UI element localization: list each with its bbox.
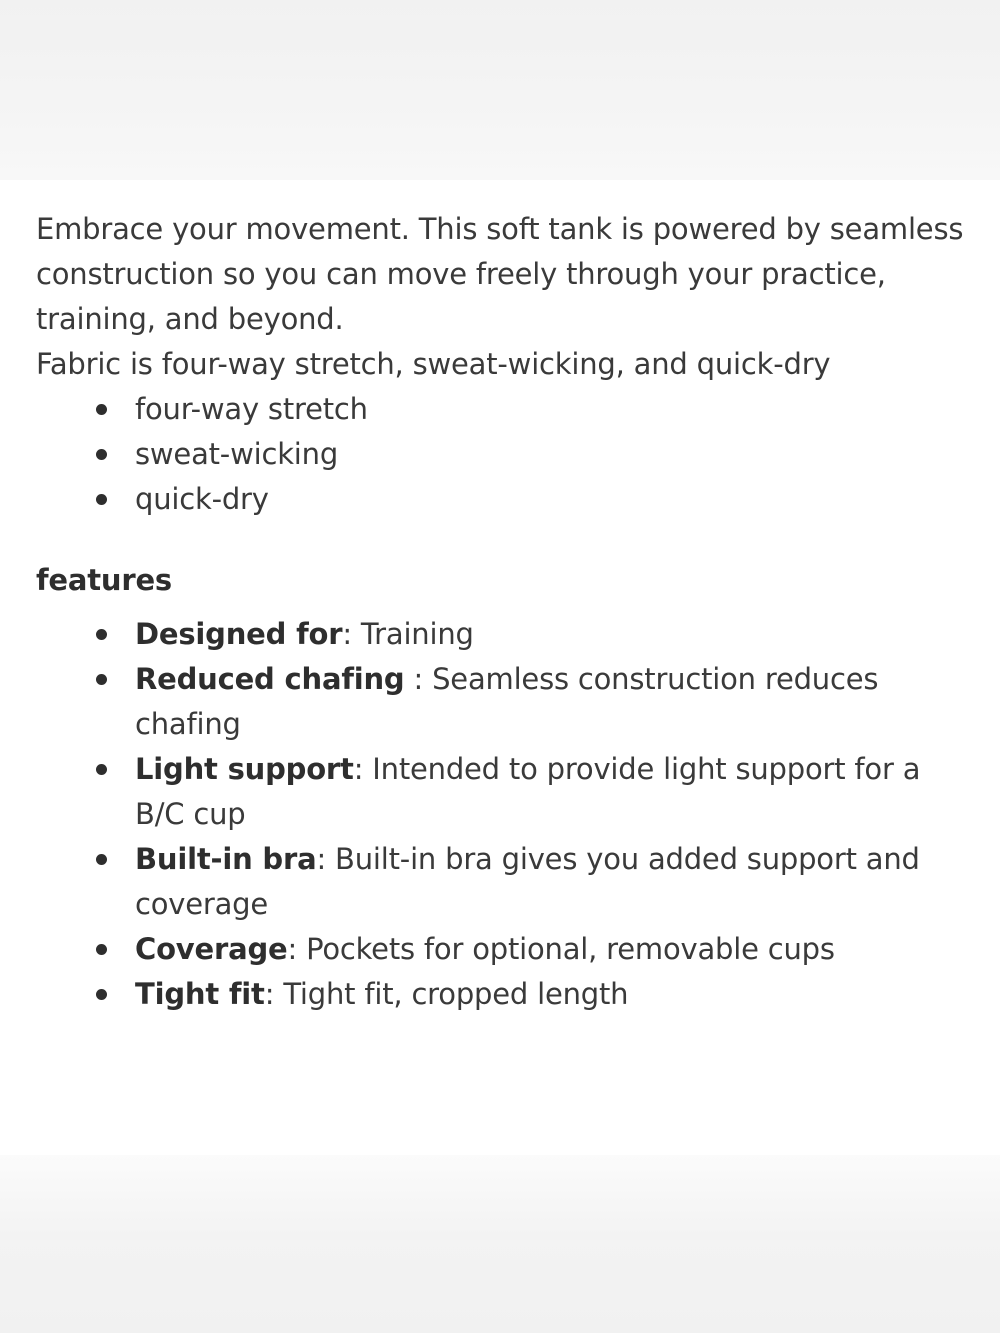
feature-separator: :: [342, 617, 361, 651]
fabric-list: [36, 387, 976, 522]
product-description: [36, 207, 976, 1017]
feature-label: Light support: [135, 752, 354, 786]
feature-item-built-in-bra: [36, 837, 976, 927]
feature-item-reduced-chafing: [36, 657, 976, 747]
features-list: [36, 612, 976, 1017]
feature-text: Intended to provide light support for a B/C cup: [135, 752, 921, 831]
feature-separator: :: [316, 842, 336, 876]
list-item: sweat-wicking: [36, 432, 976, 477]
feature-text: Pockets for optional, removable cups: [306, 932, 835, 966]
feature-separator: :: [353, 752, 373, 786]
feature-label: Coverage: [135, 932, 288, 966]
list-item: quick-dry: [36, 477, 976, 522]
top-image-area: [0, 0, 1000, 180]
feature-item-coverage: [36, 927, 976, 972]
list-item: four-way stretch: [36, 387, 976, 432]
feature-text: Tight fit, cropped length: [283, 977, 629, 1011]
feature-label: Designed for: [135, 617, 343, 651]
bottom-image-area: [0, 1155, 1000, 1333]
intro-paragraph: Embrace your movement. This soft tank is powered by seamless construction so you can move freely through your practice, training, and beyond.: [36, 212, 964, 336]
feature-label: Built-in bra: [135, 842, 317, 876]
feature-separator: :: [287, 932, 307, 966]
feature-label: Reduced chafing: [135, 662, 405, 696]
features-heading: features: [36, 563, 172, 597]
feature-item-designed-for: [36, 612, 976, 657]
feature-text: Training: [360, 617, 474, 651]
feature-item-tight-fit: [36, 972, 976, 1017]
feature-label: Tight fit: [135, 977, 265, 1011]
feature-separator: :: [404, 662, 433, 696]
feature-text: Built-in bra gives you added support and coverage: [135, 842, 920, 921]
feature-separator: :: [264, 977, 284, 1011]
feature-text: Seamless construction reduces chafing: [135, 662, 879, 741]
fabric-line: Fabric is four-way stretch, sweat-wicking, and quick-dry: [36, 347, 831, 381]
feature-item-light-support: [36, 747, 976, 837]
